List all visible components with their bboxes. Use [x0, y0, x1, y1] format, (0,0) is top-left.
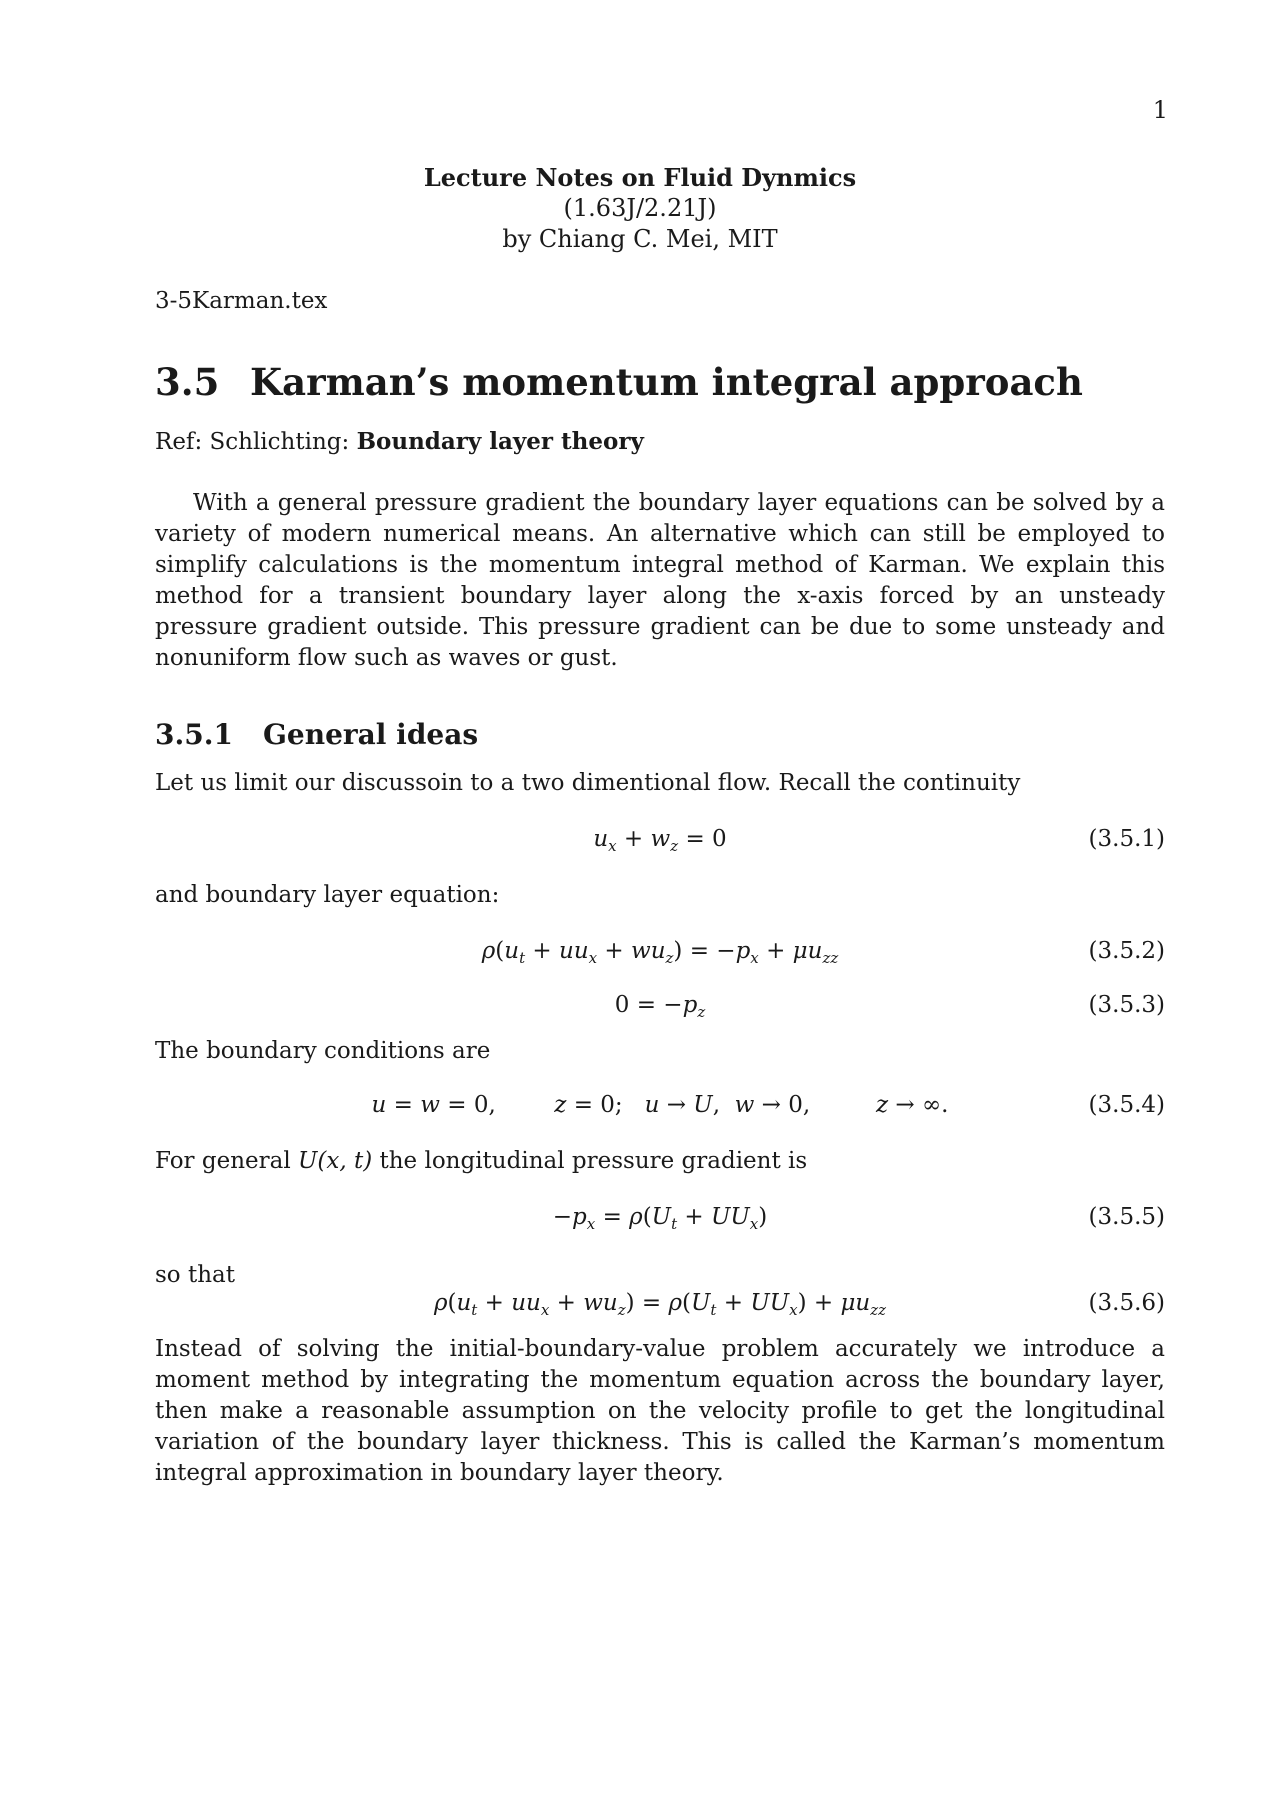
- bc-text: The boundary conditions are: [155, 1038, 491, 1064]
- subsection-number: 3.5.1: [155, 718, 233, 751]
- general-text-function: U(x, t): [298, 1148, 373, 1174]
- source-filename: 3-5Karman.tex: [155, 288, 328, 314]
- reference-line: [155, 428, 644, 455]
- subsection-heading: [155, 718, 478, 751]
- sothat-text: so that: [155, 1262, 235, 1288]
- reference-book: Boundary layer theory: [356, 428, 644, 455]
- equation-label: (3.5.3): [1088, 992, 1165, 1018]
- equation-boundary-conditions: [155, 1092, 1165, 1126]
- continuity-text: Let us limit our discussoin to a two dimentional flow. Recall the continuity: [155, 770, 1021, 796]
- equation-label: (3.5.4): [1088, 1092, 1165, 1118]
- equation-body: $\rho(u_t + uu_x + wu_z) = \rho(U_t + UU_x) + \mu u_{zz}$: [433, 1290, 887, 1319]
- bl-text: and boundary layer equation:: [155, 882, 500, 908]
- equation-body: $-p_x = \rho(U_t + UU_x)$: [552, 1204, 768, 1233]
- equation-label: (3.5.1): [1088, 826, 1165, 852]
- section-heading: [155, 360, 1083, 404]
- equation-body: u = w = 0, z = 0; u → U, w → 0, z → ∞.: [371, 1092, 949, 1118]
- final-paragraph: Instead of solving the initial-boundary-value problem accurately we introduce a moment method by integrating the momentum equation across the boundary layer, then make a reasonable assumption on the velocity profile to get the longitudinal variation of the boundary layer thickness. This is called the Karman’s momentum integral approximation in boundary layer theory.: [155, 1336, 1165, 1486]
- header-course: (1.63J/2.21J): [563, 194, 717, 222]
- equation-momentum: [155, 938, 1165, 972]
- equation-continuity: [155, 826, 1165, 860]
- reference-prefix: Ref: Schlichting:: [155, 429, 350, 455]
- equation-body: $\rho(u_t + uu_x + wu_z) = -p_x + \mu u_{zz}$: [481, 938, 839, 967]
- general-text-after: the longitudinal pressure gradient is: [379, 1148, 808, 1174]
- document-header: [0, 162, 1280, 255]
- equation-body: $u_x + w_z = 0$: [593, 826, 727, 855]
- equation-momentum-combined: [155, 1290, 1165, 1324]
- subsection-title: General ideas: [263, 718, 479, 751]
- equation-pressure-gradient: [155, 1204, 1165, 1238]
- equation-label: (3.5.6): [1088, 1290, 1165, 1316]
- section-number: 3.5: [155, 360, 220, 404]
- equation-body: $0 = -p_z$: [614, 992, 706, 1021]
- general-text: [155, 1148, 807, 1174]
- header-author: by Chiang C. Mei, MIT: [502, 225, 778, 253]
- page-number: 1: [1152, 96, 1168, 124]
- equation-label: (3.5.2): [1088, 938, 1165, 964]
- equation-label: (3.5.5): [1088, 1204, 1165, 1230]
- intro-paragraph: With a general pressure gradient the boundary layer equations can be solved by a variety of modern numerical means. An alternative which can still be employed to simplify calculations is the momentum integral method of Karman. We explain this method for a transient boundary layer along the x-axis forced by an unsteady pressure gradient outside. This pressure gradient can be due to some unsteady and nonuniform flow such as waves or gust.: [155, 490, 1165, 671]
- equation-pressure: [155, 992, 1165, 1026]
- section-title: Karman’s momentum integral approach: [250, 360, 1083, 404]
- header-title: Lecture Notes on Fluid Dynmics: [423, 163, 857, 192]
- general-text-before: For general: [155, 1148, 291, 1174]
